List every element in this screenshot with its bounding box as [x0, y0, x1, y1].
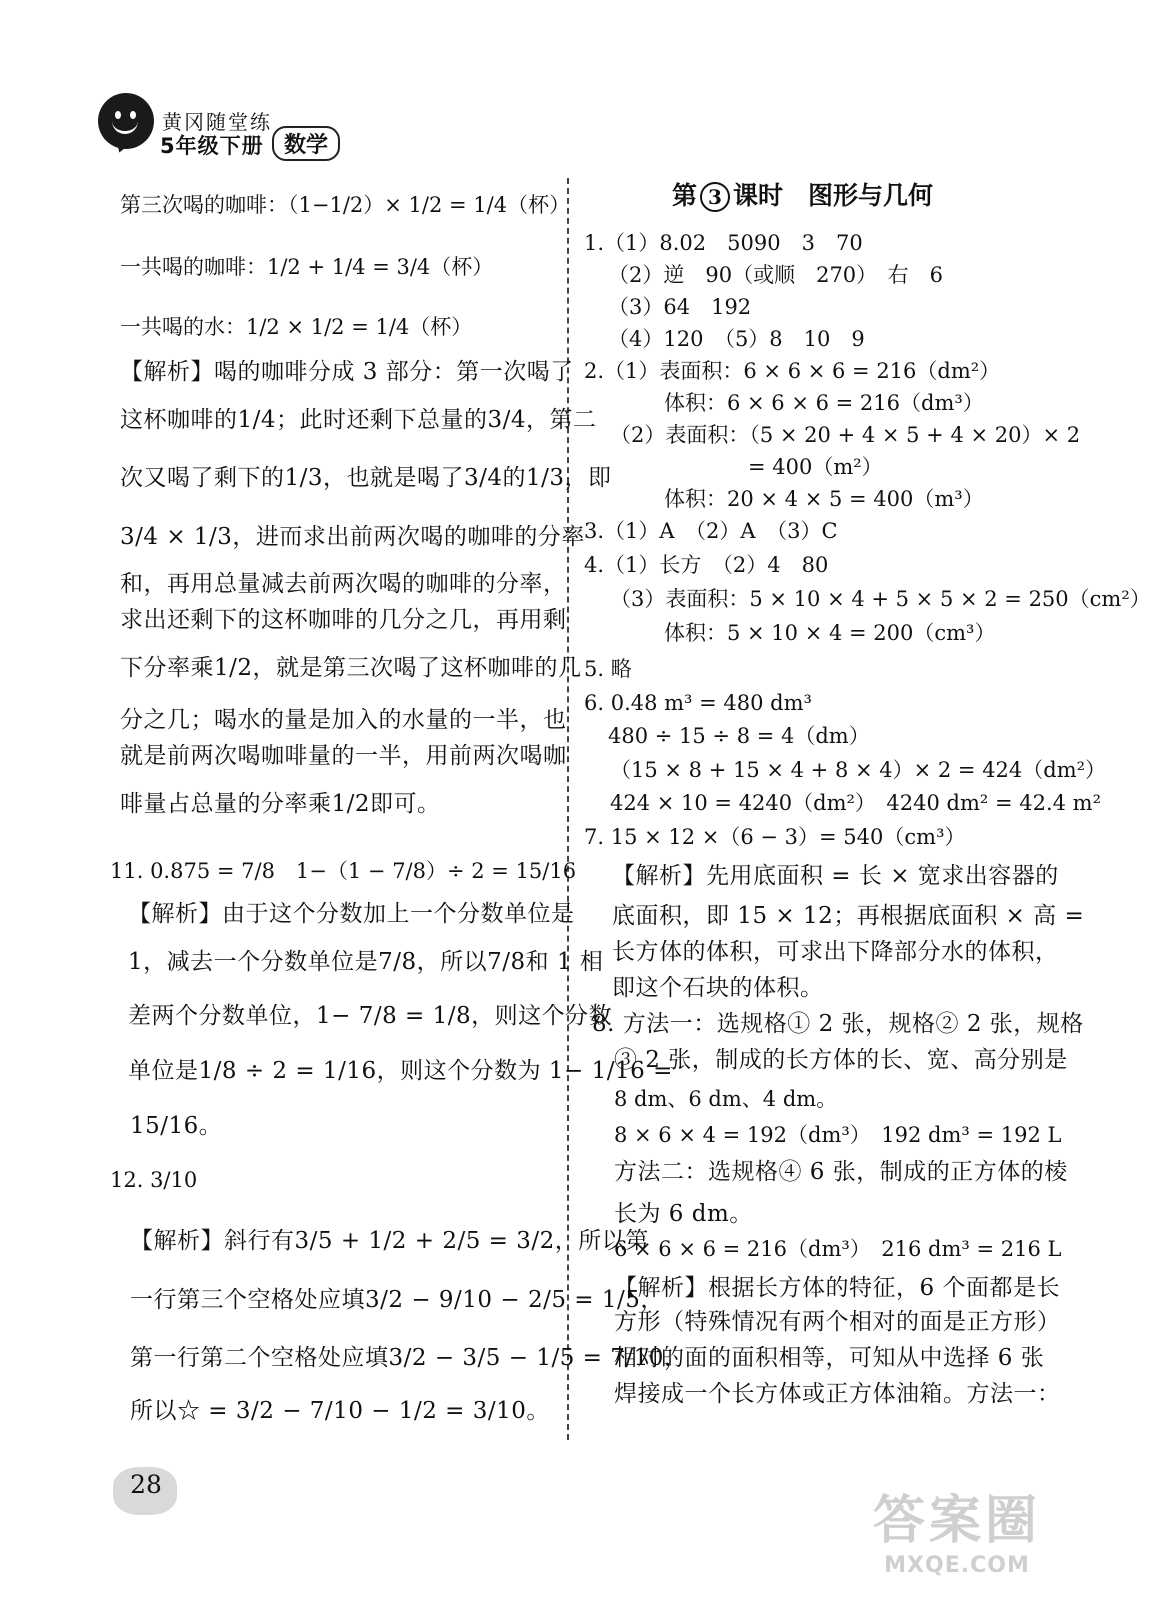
answer-line: 一共喝的水：1/2 × 1/2 = 1/4（杯） — [120, 315, 473, 339]
answer-line: 8 × 6 × 4 = 192（dm³） 192 dm³ = 192 L — [614, 1123, 1062, 1147]
analysis-line: 15/16。 — [130, 1113, 223, 1139]
answer-line: = 400（m²） — [748, 455, 883, 479]
watermark — [862, 1490, 1052, 1590]
answer-line: 424 × 10 = 4240（dm²） 4240 dm² = 42.4 m² — [610, 791, 1102, 815]
title-suffix: 课时 图形与几何 — [733, 181, 934, 210]
analysis-line: 求出还剩下的这杯咖啡的几分之几，再用剩 — [120, 607, 567, 633]
watermark-url: MXQE.COM — [884, 1553, 1030, 1578]
answer-line: 4.（1）长方 （2）4 80 — [584, 553, 829, 577]
analysis-line: 方形（特殊情况有两个相对的面是正方形） — [614, 1309, 1061, 1335]
analysis-line: 分之几；喝水的量是加入的水量的一半，也 — [120, 707, 567, 733]
series-title: 黄冈随堂练 — [162, 110, 272, 134]
smiley-logo-icon — [98, 93, 154, 149]
answer-line: （4）120 （5）8 10 9 — [608, 327, 865, 351]
analysis-line: 【解析】先用底面积 = 长 × 宽求出容器的 — [612, 863, 1059, 889]
watermark-text: 答案圈 — [872, 1491, 1041, 1551]
answer-line: （3）表面积：5 × 10 × 4 + 5 × 5 × 2 = 250（cm²） — [610, 587, 1151, 611]
analysis-line: 3/4 × 1/3，进而求出前两次喝的咖啡的分率 — [120, 524, 585, 550]
answer-line: （2）表面积：（5 × 20 + 4 × 5 + 4 × 20）× 2 — [610, 423, 1081, 447]
answer-line: （3）64 192 — [608, 295, 752, 319]
analysis-line: 所以☆ = 3/2 − 7/10 − 1/2 = 3/10。 — [130, 1398, 550, 1424]
answer-line: 480 ÷ 15 ÷ 8 = 4（dm） — [608, 724, 870, 748]
analysis-line: 次又喝了剩下的1/3，也就是喝了3/4的1/3，即 — [120, 465, 612, 491]
answer-line: ③ 2 张，制成的长方体的长、宽、高分别是 — [614, 1047, 1068, 1073]
page-number: 28 — [130, 1470, 162, 1499]
subject-badge: 数学 — [272, 126, 340, 161]
analysis-line: 长方体的体积，可求出下降部分水的体积， — [612, 939, 1059, 965]
answer-line: （2）逆 90（或顺 270） 右 6 — [608, 263, 944, 287]
analysis-line: 一行第三个空格处应填3/2 − 9/10 − 2/5 = 1/5， — [130, 1287, 664, 1313]
analysis-line: 下分率乘1/2，就是第三次喝了这杯咖啡的几 — [120, 655, 582, 681]
analysis-line: 差两个分数单位，1− 7/8 = 1/8，则这个分数 — [128, 1003, 613, 1029]
answer-line: 体积：20 × 4 × 5 = 400（m³） — [664, 487, 984, 511]
analysis-line: 和，再用总量减去前两次喝的咖啡的分率， — [120, 571, 567, 597]
question-11-answer: 11. 0.875 = 7/8 1−（1 − 7/8）÷ 2 = 15/16 — [110, 859, 577, 883]
analysis-line: 相对的面的面积相等，可知从中选择 6 张 — [614, 1345, 1045, 1371]
grade-label: 5年级下册 — [160, 134, 264, 158]
analysis-line: 即这个石块的体积。 — [612, 975, 824, 1001]
analysis-line: 【解析】由于这个分数加上一个分数单位是 — [128, 901, 575, 927]
answer-line: 体积：5 × 10 × 4 = 200（cm³） — [664, 621, 996, 645]
answer-line: 6. 0.48 m³ = 480 dm³ — [584, 691, 812, 715]
analysis-line: 1，减去一个分数单位是7/8，所以7/8和 1 相 — [128, 949, 604, 975]
analysis-line: 第一行第二个空格处应填3/2 − 3/5 − 1/5 = 7/10， — [130, 1345, 688, 1371]
answer-line: 长为 6 dm。 — [614, 1201, 753, 1227]
answer-line: 8. 方法一：选规格① 2 张，规格② 2 张，规格 — [592, 1011, 1084, 1037]
section-title — [672, 176, 933, 212]
analysis-line: 这杯咖啡的1/4；此时还剩下总量的3/4，第二 — [120, 407, 597, 433]
answer-line: 体积：6 × 6 × 6 = 216（dm³） — [664, 391, 984, 415]
analysis-line: 焊接成一个长方体或正方体油箱。方法一： — [614, 1381, 1061, 1407]
analysis-line: 啡量占总量的分率乘1/2即可。 — [120, 791, 441, 817]
analysis-line: 【解析】斜行有3/5 + 1/2 + 2/5 = 3/2，所以第 — [130, 1228, 649, 1254]
answer-line: 7. 15 × 12 ×（6 − 3）= 540（cm³） — [584, 825, 966, 849]
title-prefix: 第 — [672, 181, 698, 210]
question-12-answer: 12. 3/10 — [110, 1168, 198, 1192]
analysis-line: 就是前两次喝咖啡量的一半，用前两次喝咖 — [120, 743, 567, 769]
analysis-line: 底面积，即 15 × 12；再根据底面积 × 高 = — [612, 903, 1085, 929]
lesson-number: 3 — [700, 182, 730, 212]
answer-line: 6 × 6 × 6 = 216（dm³） 216 dm³ = 216 L — [614, 1237, 1062, 1261]
analysis-line: 【解析】根据长方体的特征，6 个面都是长 — [614, 1275, 1060, 1301]
answer-line: 8 dm、6 dm、4 dm。 — [614, 1087, 838, 1111]
analysis-line: 【解析】喝的咖啡分成 3 部分：第一次喝了 — [120, 359, 574, 385]
answer-line: 方法二：选规格④ 6 张，制成的正方体的棱 — [614, 1159, 1068, 1185]
answer-line: 5. 略 — [584, 657, 632, 681]
answer-line: 第三次喝的咖啡：（1−1/2）× 1/2 = 1/4（杯） — [120, 193, 571, 217]
answer-line: 2.（1）表面积：6 × 6 × 6 = 216（dm²） — [584, 359, 1001, 383]
answer-line: 3.（1）A （2）A （3）C — [584, 519, 838, 543]
answer-line: 一共喝的咖啡：1/2 + 1/4 = 3/4（杯） — [120, 255, 494, 279]
answer-line: （15 × 8 + 15 × 4 + 8 × 4）× 2 = 424（dm²） — [610, 758, 1107, 782]
answer-line: 1.（1）8.02 5090 3 70 — [584, 231, 863, 255]
analysis-line: 单位是1/8 ÷ 2 = 1/16，则这个分数为 1− 1/16 = — [128, 1058, 673, 1084]
